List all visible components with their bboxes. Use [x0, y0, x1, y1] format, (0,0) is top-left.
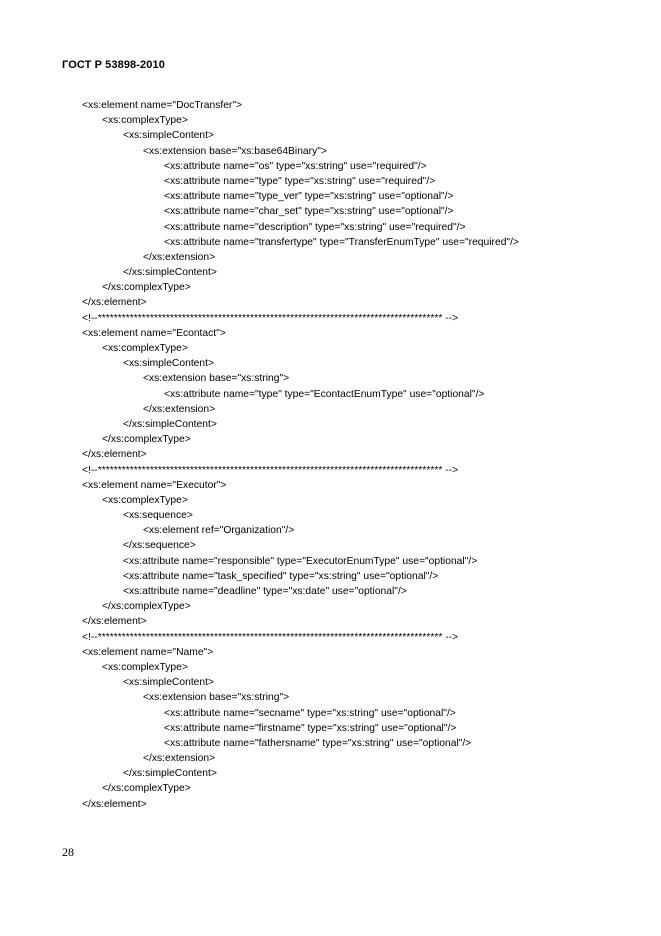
- code-line: <xs:extension base="xs:base64Binary">: [143, 145, 327, 157]
- code-line: <xs:attribute name="description" type="xs:string" use="required"/>: [164, 221, 466, 233]
- code-line: <xs:simpleContent>: [123, 677, 215, 689]
- code-line: <xs:element name="Executor">: [82, 479, 227, 491]
- document-header-code: ГОСТ Р 53898-2010: [62, 59, 165, 71]
- code-line: </xs:complexType>: [102, 783, 191, 795]
- page-number: 28: [62, 845, 74, 859]
- code-line: <xs:element name="DocTransfer">: [82, 100, 243, 111]
- code-line: <xs:simpleContent>: [123, 358, 215, 370]
- code-line: <xs:complexType>: [102, 494, 188, 506]
- code-line: </xs:element>: [82, 798, 147, 810]
- code-line: <xs:attribute name="type" type="xs:string" use="required"/>: [164, 175, 436, 187]
- code-line: <xs:element name="Name">: [82, 646, 214, 658]
- code-line: <!--************************************************************************************** -->: [82, 464, 459, 476]
- code-line: </xs:element>: [82, 616, 147, 628]
- code-line: <xs:complexType>: [102, 115, 188, 127]
- code-line: <!--************************************************************************************** -->: [82, 312, 459, 324]
- code-line: <xs:attribute name="task_specified" type="xs:string" use="optional"/>: [123, 570, 439, 582]
- code-line: <xs:complexType>: [102, 661, 188, 673]
- code-line: </xs:simpleContent>: [123, 267, 217, 279]
- code-line: <xs:attribute name="fathersname" type="xs:string" use="optional"/>: [164, 737, 472, 749]
- code-line: <!--************************************************************************************** -->: [82, 631, 459, 643]
- code-line: </xs:complexType>: [102, 282, 191, 294]
- code-line: </xs:element>: [82, 449, 147, 461]
- code-line: <xs:extension base="xs:string">: [143, 692, 290, 704]
- code-line: <xs:attribute name="firstname" type="xs:string" use="optional"/>: [164, 722, 457, 734]
- code-line: <xs:attribute name="type" type="EcontactEnumType" use="optional"/>: [164, 388, 485, 400]
- code-line: </xs:simpleContent>: [123, 418, 217, 430]
- code-line: </xs:simpleContent>: [123, 768, 217, 780]
- code-line: <xs:complexType>: [102, 343, 188, 354]
- code-line: <xs:extension base="xs:string">: [143, 373, 290, 385]
- code-line: <xs:attribute name="deadline" type="xs:date" use="optional"/>: [123, 586, 407, 597]
- code-line: <xs:attribute name="secname" type="xs:string" use="optional"/>: [164, 707, 456, 719]
- code-line: <xs:attribute name="char_set" type="xs:string" use="optional"/>: [164, 206, 454, 218]
- code-line: <xs:sequence>: [123, 510, 193, 522]
- code-line: <xs:attribute name="type_ver" type="xs:string" use="optional"/>: [164, 191, 454, 203]
- code-line: <xs:element name="Econtact">: [82, 327, 226, 339]
- code-line: <xs:simpleContent>: [123, 130, 215, 142]
- code-line: </xs:sequence>: [123, 540, 196, 552]
- code-line: <xs:attribute name="os" type="xs:string" use="required"/>: [164, 160, 427, 172]
- code-line: </xs:extension>: [143, 403, 216, 415]
- code-line: <xs:attribute name="responsible" type="ExecutorEnumType" use="optional"/>: [123, 555, 478, 567]
- code-line: </xs:extension>: [143, 753, 216, 765]
- xml-schema-code-block: [82, 98, 652, 812]
- code-line: <xs:attribute name="transfertype" type="TransferEnumType" use="required"/>: [164, 236, 519, 248]
- code-line: </xs:complexType>: [102, 601, 191, 613]
- code-line: </xs:complexType>: [102, 434, 191, 446]
- code-line: <xs:element ref="Organization"/>: [143, 525, 295, 537]
- code-line: </xs:extension>: [143, 251, 216, 263]
- code-line: </xs:element>: [82, 297, 147, 309]
